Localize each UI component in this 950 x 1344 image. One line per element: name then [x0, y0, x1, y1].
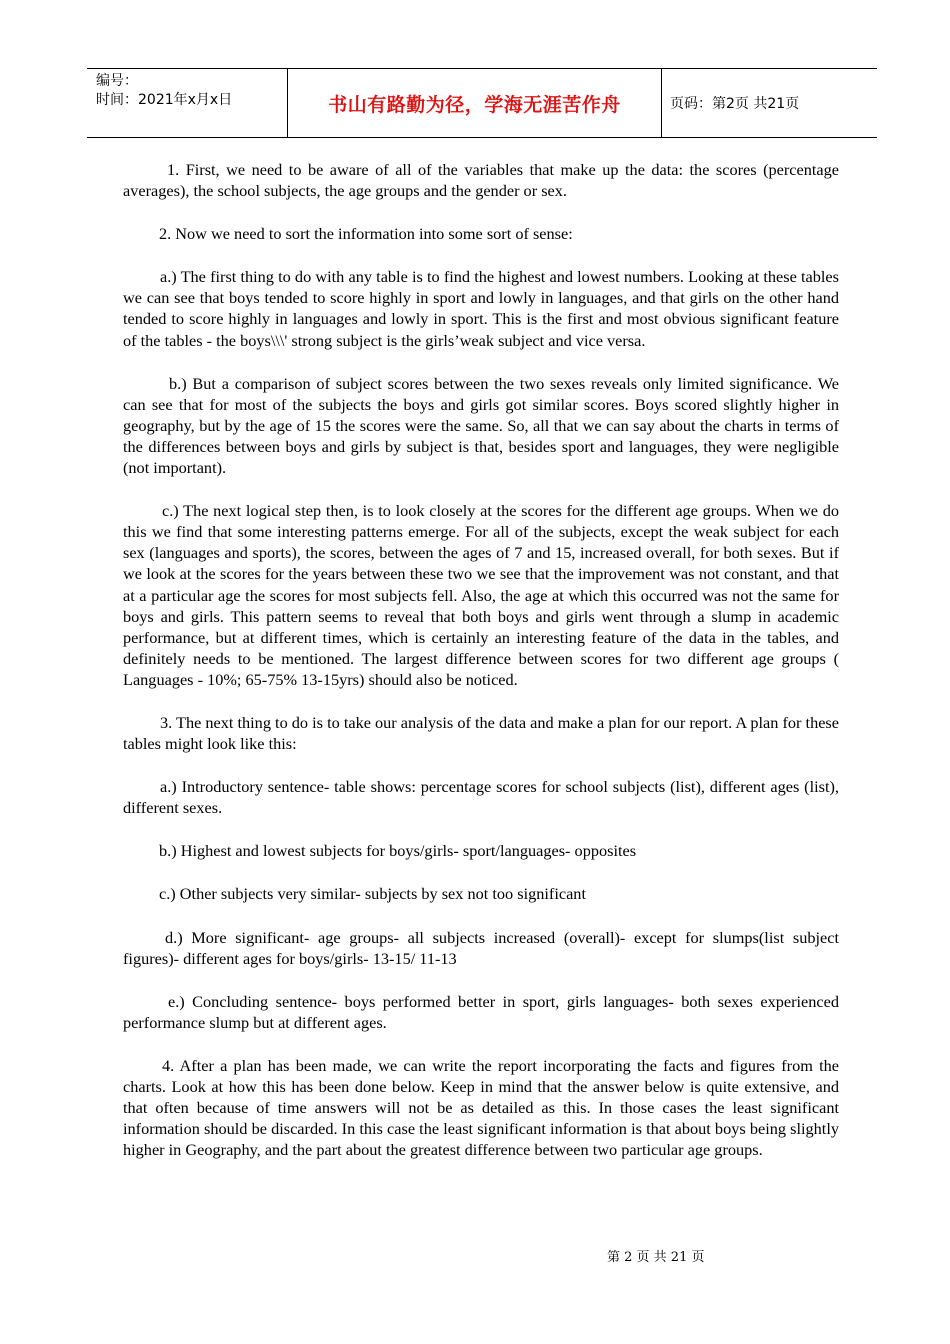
paragraph: 4. After a plan has been made, we can write the report incorporating the facts and figures from the charts. Look at how this has been done below. Keep in mind that the answer below is quite extensive, and that often because of time answers will not be as detailed as this. In those cases the least significant information should be discarded. In this case the least significant information is that about boys being slightly higher in Geography, and the part about the greatest difference between two particular age groups. — [123, 1055, 839, 1160]
paragraph: b.) But a comparison of subject scores between the two sexes reveals only limited significance. We can see that for most of the subjects the boys and girls got similar scores. Boys scored slightly higher in geography, but by the age of 15 the scores were the same. So, all that we can say about the charts in terms of the differences between boys and girls by subject is that, besides sport and languages, they were negligible (not important). — [123, 373, 839, 478]
page-header — [87, 68, 877, 138]
page-footer: 第 2 页 共 21 页 — [607, 1250, 705, 1265]
document-time-label: 时间：2021年x月x日 — [96, 92, 233, 108]
paragraph: b.) Highest and lowest subjects for boys/girls- sport/languages- opposites — [159, 841, 637, 861]
paragraph: 3. The next thing to do is to take our analysis of the data and make a plan for our report. A plan for these tables might look like this: — [123, 712, 839, 754]
document-number-label: 编号： — [96, 73, 138, 89]
paragraph: 2. Now we need to sort the information into some sort of sense: — [159, 224, 573, 244]
paragraph: c.) The next logical step then, is to look closely at the scores for the different age groups. When we do this we find that some interesting patterns emerge. For all of the subjects, except the weak subject for each sex (languages and sports), the scores, between the ages of 7 and 15, increased overall, for both sexes. But if we look at the scores for the years between these two we see that the improvement was not constant, and that at a particular age the scores for most subjects fell. Also, the age at which this occurred was not the same for boys and girls. This pattern seems to reveal that both boys and girls went through a slump in academic performance, but at different times, which is certainly an interesting feature of the data in the tables, and definitely needs to be mentioned. The largest difference between scores for two different age groups ( Languages - 10%; 65-75% 13-15yrs) should also be noticed. — [123, 501, 839, 689]
paragraph: d.) More significant- age groups- all subjects increased (overall)- except for slumps(list subject figures)- different ages for boys/girls- 13-15/ 11-13 — [123, 927, 839, 968]
document-body — [123, 159, 839, 1182]
paragraph: a.) The first thing to do with any table is to find the highest and lowest numbers. Looking at these tables we can see that boys tended to score highly in sport and lowly in languages, and that girls on the other hand tended to score highly in languages and lowly in sport. This is the first and most obvious significant feature of the tables - the boys\\\' strong subject is the girls’weak subject and vice versa. — [123, 267, 839, 350]
header-meta — [87, 69, 287, 137]
header-page-number: 页码：第2页 共21页 — [670, 96, 800, 112]
header-motto: 书山有路勤为径，学海无涯苦作舟 — [287, 69, 662, 137]
paragraph: a.) Introductory sentence- table shows: percentage scores for school subjects (list), different ages (list), different sexes. — [123, 777, 839, 818]
paragraph: c.) Other subjects very similar- subjects by sex not too significant — [159, 884, 586, 904]
paragraph: e.) Concluding sentence- boys performed better in sport, girls languages- both sexes experienced performance slump but at different ages. — [123, 991, 839, 1032]
paragraph: 1. First, we need to be aware of all of the variables that make up the data: the scores (percentage averages), the school subjects, the age groups and the gender or sex. — [123, 160, 839, 201]
